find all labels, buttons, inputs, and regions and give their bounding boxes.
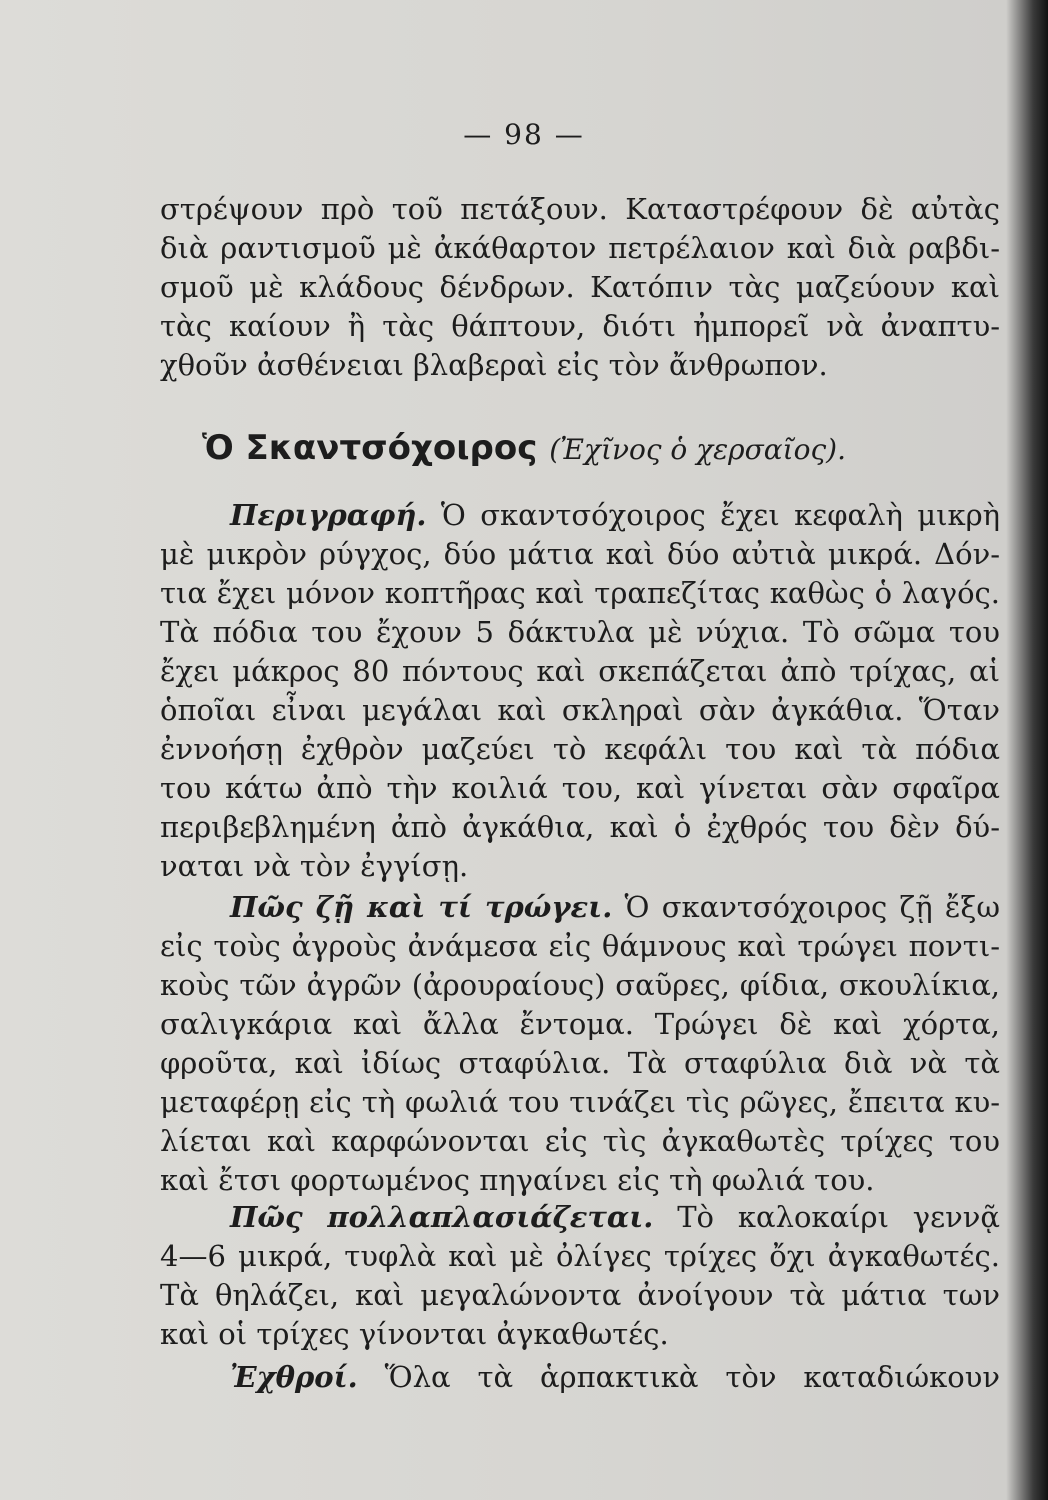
text-line: ναται νὰ τὸν ἐγγίσῃ. [160,849,469,883]
text-line: φροῦτα, καὶ ἰδίως σταφύλια. Τὰ σταφύλια διὰ νὰ τὰ [160,1046,1000,1080]
text-line: λίεται καὶ καρφώνονται εἰς τὶς ἀγκαθωτὲς τρίχες του [160,1124,1000,1158]
reproduction-paragraph [160,1198,1000,1354]
text-line: εἰς τοὺς ἀγροὺς ἀνάμεσα εἰς θάμνους καὶ τρώγει ποντι- [160,929,1000,963]
paragraph-first-line [160,1198,1000,1237]
text-line: 4—6 μικρά, τυφλὰ καὶ μὲ ὀλίγες τρίχες ὄχι ἀγκαθωτές. [160,1239,1000,1273]
page-number: — 98 — [463,118,585,151]
heading-title: Ὁ Σκαντσόχοιρος [201,428,538,468]
text-line: στρέψουν πρὸ τοῦ πετάξουν. Καταστρέφουν δὲ αὐτὰς [160,192,1000,226]
text-line: τια ἔχει μόνον κοπτῆρας καὶ τραπεζίτας καθὼς ὁ λαγός. [160,576,1000,610]
text-run: Ὁ σκαντσόχοιρος ἔχει κεφαλὴ μικρὴ [440,498,1001,532]
paragraph-first-line [160,888,1000,927]
intro-paragraph [160,190,1000,385]
text-line: καὶ ἔτσι φορτωμένος πηγαίνει εἰς τὴ φωλιά του. [160,1163,875,1197]
text-run: Τὸ καλοκαίρι γεννᾷ [677,1200,1000,1234]
text-line: ὁποῖαι εἶναι μεγάλαι καὶ σκληραὶ σὰν ἀγκάθια. Ὅταν [160,693,1000,727]
description-paragraph [160,496,1000,886]
feeding-paragraph [160,888,1000,1200]
text-line: Τὰ πόδια του ἔχουν 5 δάκτυλα μὲ νύχια. Τὸ σῶμα του [160,615,1000,649]
text-line: του κάτω ἀπὸ τὴν κοιλιά του, καὶ γίνεται σὰν σφαῖρα [160,771,1000,805]
text-run: Ὅλα τὰ ἁρπακτικὰ τὸν καταδιώκουν [384,1360,1000,1394]
paragraph-label: Ἐχθροί. [230,1360,358,1394]
heading-subtitle: (Ἐχῖνος ὁ χερσαῖος). [549,433,847,466]
text-line: σμοῦ μὲ κλάδους δένδρων. Κατόπιν τὰς μαζεύουν καὶ [160,270,1000,304]
paragraph-first-line [160,496,1000,535]
text-line: Τὰ θηλάζει, καὶ μεγαλώνοντα ἀνοίγουν τὰ μάτια των [160,1278,1000,1312]
text-line: μεταφέρῃ εἰς τὴ φωλιά του τινάζει τὶς ρῶγες, ἔπειτα κυ- [160,1085,1000,1119]
text-line: ἔχει μάκρος 80 πόντους καὶ σκεπάζεται ἀπὸ τρίχας, αἱ [160,654,1000,688]
paragraph-first-line [160,1358,1000,1397]
enemies-paragraph [160,1358,1000,1397]
text-line: τὰς καίουν ἢ τὰς θάπτουν, διότι ἠμπορεῖ νὰ ἀναπτυ- [160,309,1000,343]
text-line: καὶ οἱ τρίχες γίνονται ἀγκαθωτές. [160,1317,669,1351]
section-heading [0,428,1048,468]
text-run: Ὁ σκαντσόχοιρος ζῇ ἔξω [624,890,1001,924]
text-line: μὲ μικρὸν ρύγχος, δύο μάτια καὶ δύο αὐτιὰ μικρά. Δόν- [160,537,1000,571]
text-line: διὰ ραντισμοῦ μὲ ἀκάθαρτον πετρέλαιον καὶ διὰ ραβδι- [160,231,1000,265]
text-line: περιβεβλημένη ἀπὸ ἀγκάθια, καὶ ὁ ἐχθρός του δὲν δύ- [160,810,1000,844]
text-line: σαλιγκάρια καὶ ἄλλα ἔντομα. Τρώγει δὲ καὶ χόρτα, [160,1007,1000,1041]
paragraph-label: Περιγραφή. [230,498,427,532]
text-line: κοὺς τῶν ἀγρῶν (ἀρουραίους) σαῦρες, φίδια, σκουλίκια, [160,968,1000,1002]
paragraph-label: Πῶς ζῇ καὶ τί τρώγει. [230,890,613,924]
text-line: χθοῦν ἀσθένειαι βλαβεραὶ εἰς τὸν ἄνθρωπον. [160,348,828,382]
text-line: ἐννοήσῃ ἐχθρὸν μαζεύει τὸ κεφάλι του καὶ τὰ πόδια [160,732,1000,766]
paragraph-label: Πῶς πολλαπλασιάζεται. [230,1200,654,1234]
